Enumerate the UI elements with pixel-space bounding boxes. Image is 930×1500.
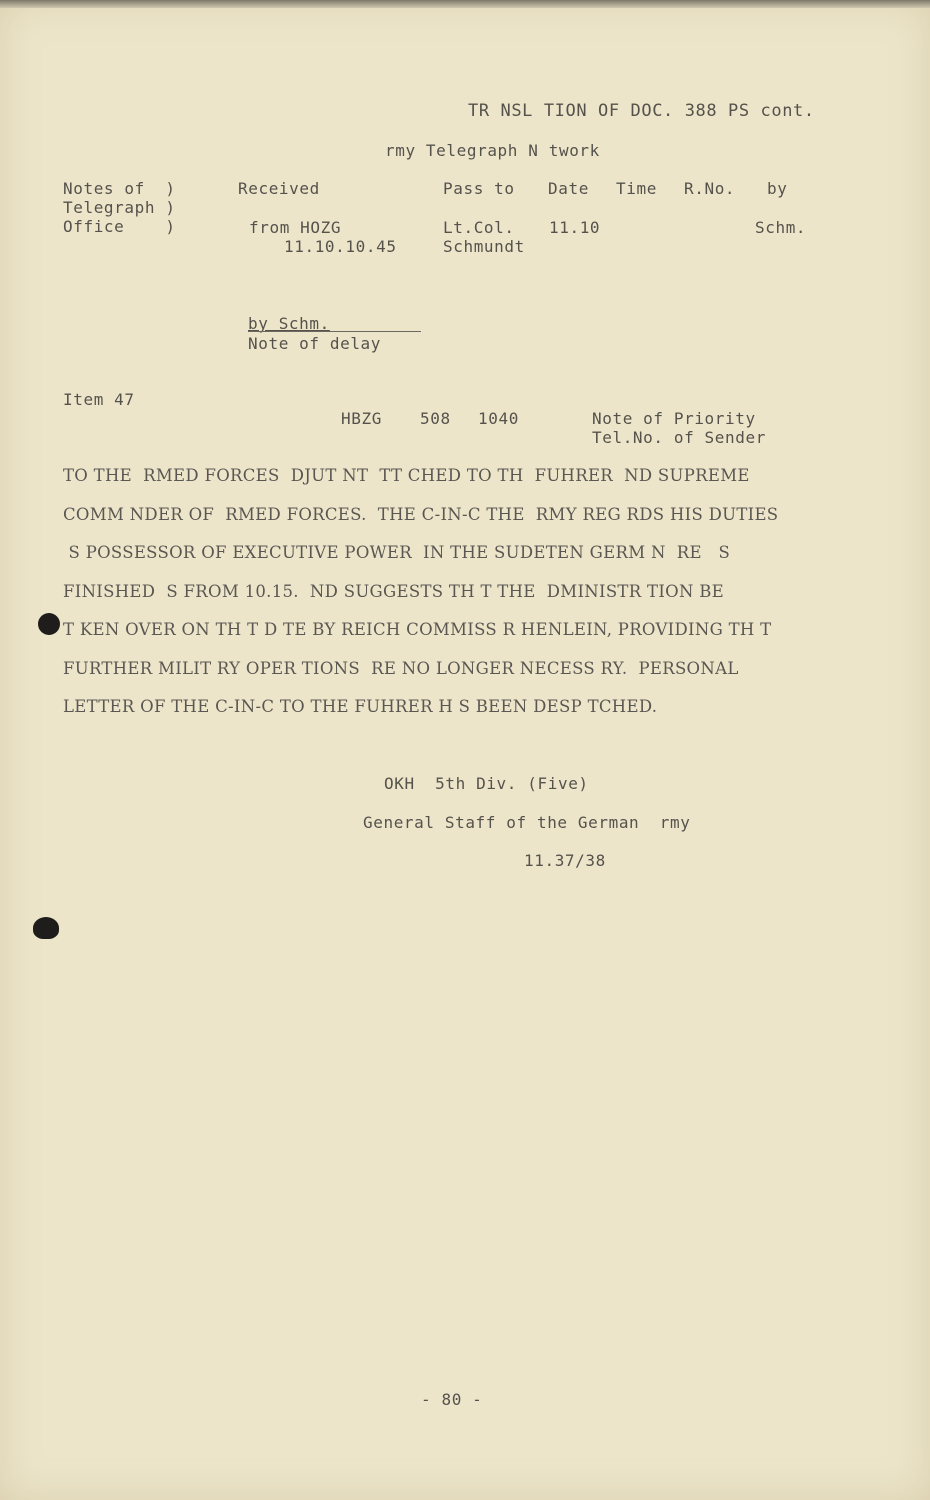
pass-to-label: Pass to — [443, 179, 515, 198]
date-label: Date — [548, 179, 589, 198]
pass-to-rank: Lt.Col. — [443, 218, 515, 237]
notes-label-2: Telegraph ) — [63, 198, 176, 217]
message-line: TO THE RMED FORCES DJUT NT TT CHED TO TH FUHRER ND SUPREME — [63, 466, 750, 485]
delay-separator — [248, 331, 421, 332]
notes-label-1: Notes of ) — [63, 179, 176, 198]
punch-hole-mark — [33, 917, 59, 939]
document-title: TR NSL TION OF DOC. 388 PS cont. — [468, 101, 815, 121]
by-label: by — [767, 179, 788, 198]
scan-edge — [0, 0, 930, 8]
item-number: 508 — [420, 409, 451, 428]
received-label: Received — [238, 179, 320, 198]
received-from: from HOZG — [249, 218, 342, 237]
delay-by: by Schm. — [248, 314, 330, 333]
message-line: S POSSESSOR OF EXECUTIVE POWER IN THE SUDETEN GERM N RE S — [63, 543, 731, 562]
notes-label-3: Office ) — [63, 217, 176, 236]
punch-hole-mark — [38, 613, 60, 635]
item-time: 1040 — [478, 409, 519, 428]
date-value: 11.10 — [549, 218, 601, 237]
delay-label: Note of delay — [248, 334, 382, 353]
message-line: FURTHER MILIT RY OPER TIONS RE NO LONGER NECESS RY. PERSONAL — [63, 659, 739, 678]
message-line: FINISHED S FROM 10.15. ND SUGGESTS TH T THE DMINISTR TION BE — [63, 582, 725, 601]
sender-label: Tel.No. of Sender — [592, 428, 766, 447]
signature-staff: General Staff of the German rmy — [363, 813, 691, 832]
message-line: COMM NDER OF RMED FORCES. THE C-IN-C THE RMY REG RDS HIS DUTIES — [63, 505, 779, 524]
message-line: LETTER OF THE C-IN-C TO THE FUHRER H S BEEN DESP TCHED. — [63, 697, 658, 716]
time-label: Time — [616, 179, 657, 198]
received-time: 11.10.10.45 — [284, 237, 397, 256]
priority-label: Note of Priority — [592, 409, 756, 428]
pass-to-name: Schmundt — [443, 237, 525, 256]
message-line: T KEN OVER ON TH T D TE BY REICH COMMISS R HENLEIN, PROVIDING TH T — [63, 620, 772, 639]
signature-reference: 11.37/38 — [524, 851, 606, 870]
rno-label: R.No. — [684, 179, 736, 198]
document-subtitle: rmy Telegraph N twork — [385, 141, 600, 160]
by-value: Schm. — [755, 218, 807, 237]
item-code: HBZG — [341, 409, 382, 428]
signature-division: OKH 5th Div. (Five) — [384, 774, 589, 793]
page-number: - 80 - — [421, 1390, 483, 1409]
item-label: Item 47 — [63, 390, 135, 409]
